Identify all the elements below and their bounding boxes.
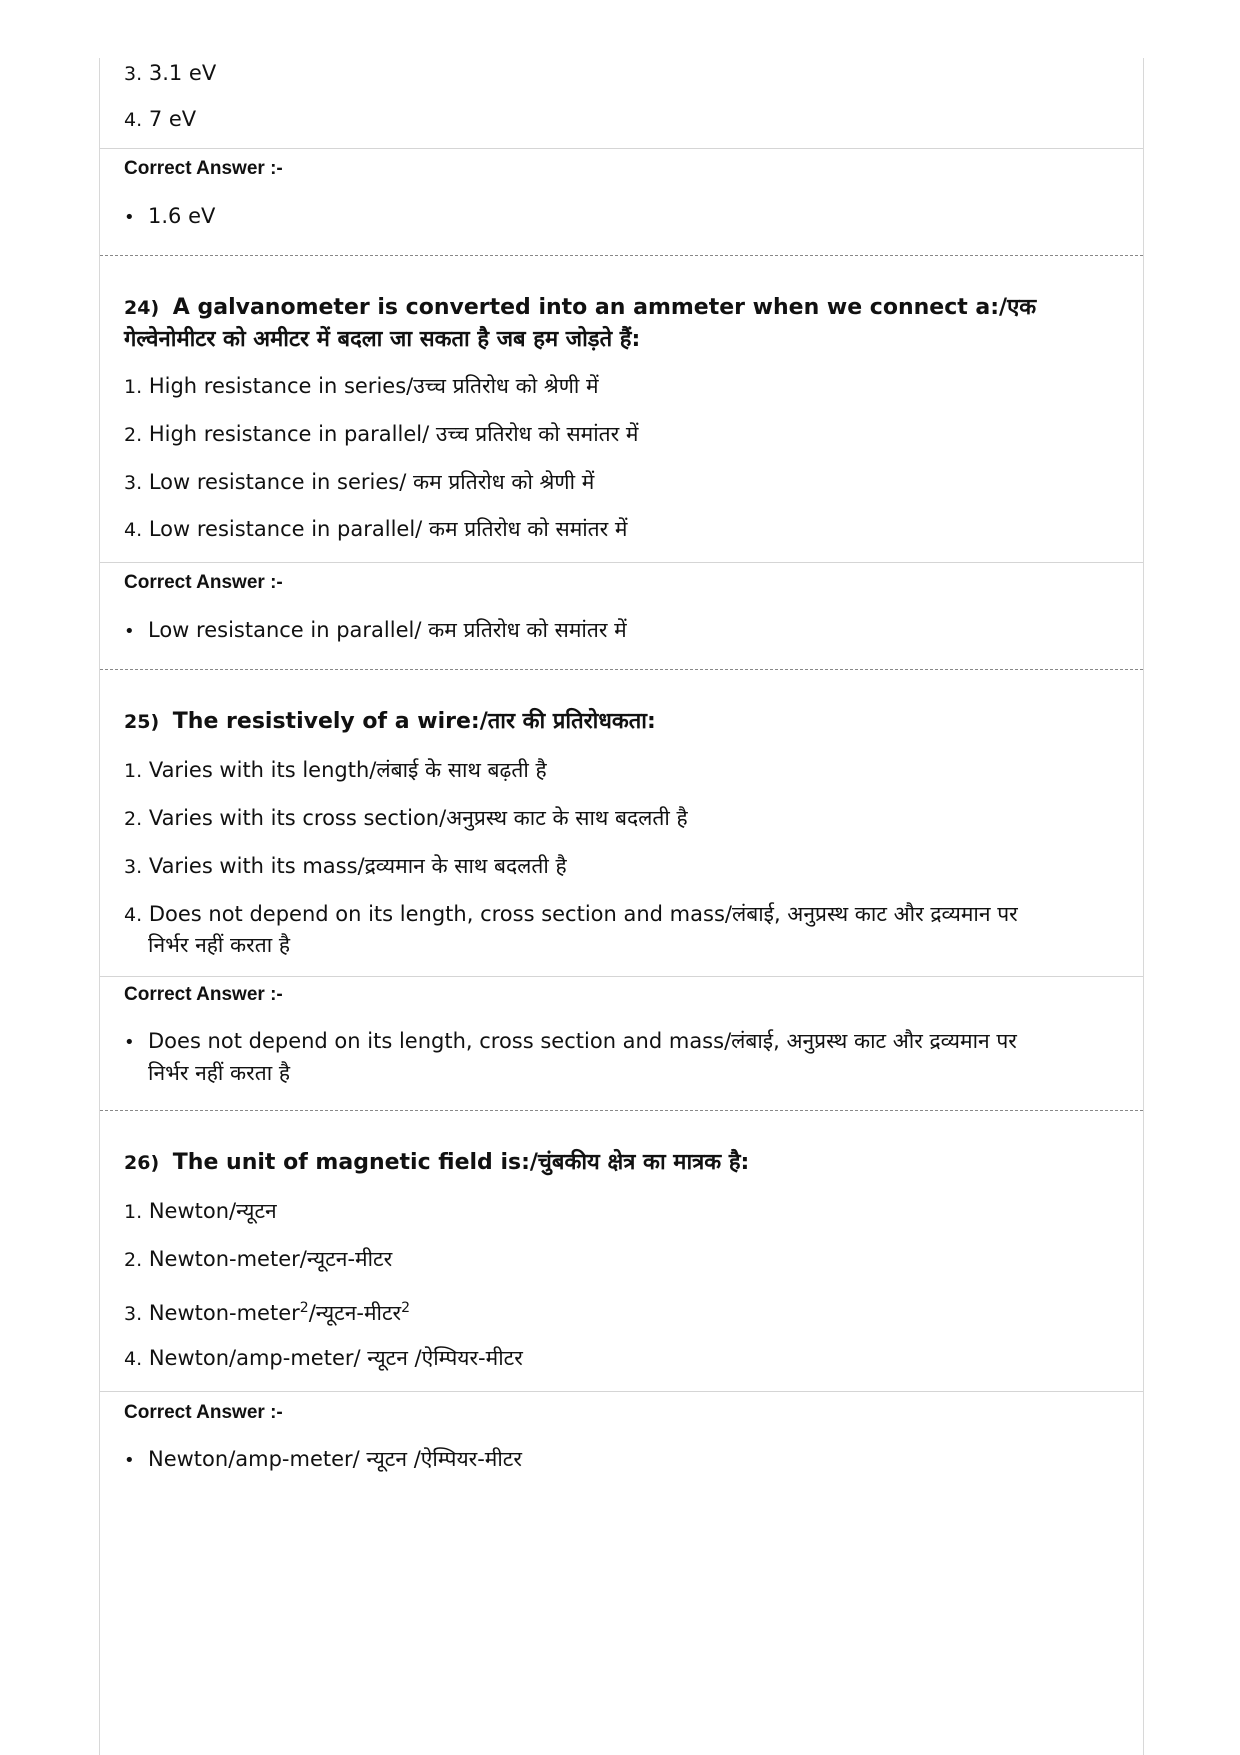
correct-answer — [124, 201, 215, 233]
superscript: 2 — [401, 1300, 411, 1316]
option-number: 4. — [124, 519, 143, 541]
answer-text: Does not depend on its length, cross section and mass/लंबाई, अनुप्रस्थ काट और द्रव्यमान पर — [148, 1029, 1017, 1053]
divider — [100, 976, 1143, 977]
bullet-icon: • — [124, 1450, 135, 1471]
question-divider — [100, 1110, 1143, 1111]
option-number: 3. — [124, 856, 143, 878]
option-text: 3.1 eV — [148, 61, 217, 85]
option-4 — [124, 104, 196, 135]
answer-text: Newton/amp-meter/ न्यूटन /ऐम्पियर-मीटर — [148, 1447, 522, 1471]
option-2 — [124, 419, 638, 450]
option-1 — [124, 371, 599, 402]
divider — [100, 148, 1143, 149]
divider — [100, 1391, 1143, 1392]
option-2 — [124, 1244, 392, 1275]
correct-answer-label: Correct Answer :- — [124, 984, 283, 1005]
answer-text: 1.6 eV — [148, 204, 216, 228]
option-text: Newton-meter/न्यूटन-मीटर — [148, 1247, 393, 1271]
option-3 — [124, 851, 567, 882]
option-text: Newton/amp-meter/ न्यूटन /ऐम्पियर-मीटर — [148, 1346, 523, 1370]
question-divider — [100, 255, 1143, 256]
option-number: 4. — [124, 904, 143, 926]
question-text-line1: A galvanometer is converted into an ammeter when we connect a:/एक — [172, 295, 1037, 320]
option-number: 1. — [124, 1201, 143, 1223]
option-number: 3. — [124, 63, 143, 85]
correct-answer-label: Correct Answer :- — [124, 572, 283, 593]
question-24 — [124, 292, 1124, 356]
answer-text-continued: निर्भर नहीं करता है — [148, 1061, 290, 1085]
option-text: /न्यूटन-मीटर — [308, 1301, 402, 1325]
superscript: 2 — [299, 1300, 309, 1316]
correct-answer-label: Correct Answer :- — [124, 1402, 283, 1423]
option-number: 1. — [124, 760, 143, 782]
option-text: Varies with its mass/द्रव्यमान के साथ बदलती है — [148, 854, 567, 878]
option-text: Low resistance in series/ कम प्रतिरोध को श्रेणी में — [148, 470, 595, 494]
option-2 — [124, 803, 688, 834]
option-text: Varies with its cross section/अनुप्रस्थ काट के साथ बदलती है — [148, 806, 688, 830]
option-3 — [124, 1293, 410, 1329]
option-3 — [124, 58, 216, 89]
option-text: Low resistance in parallel/ कम प्रतिरोध को समांतर में — [148, 517, 628, 541]
option-4 — [124, 1343, 523, 1374]
correct-answer — [124, 1026, 1017, 1088]
bullet-icon: • — [124, 1032, 135, 1053]
option-number: 3. — [124, 1303, 143, 1325]
answer-text: Low resistance in parallel/ कम प्रतिरोध को समांतर में — [148, 618, 627, 642]
option-text: Newton-meter — [148, 1301, 300, 1325]
option-number: 4. — [124, 109, 143, 131]
option-4 — [124, 514, 627, 545]
option-number: 2. — [124, 1249, 143, 1271]
question-number: 25) — [124, 711, 160, 733]
question-number: 24) — [124, 297, 160, 319]
option-text: High resistance in parallel/ उच्च प्रतिरोध को समांतर में — [148, 422, 639, 446]
correct-answer — [124, 615, 627, 647]
question-25 — [124, 706, 1124, 738]
option-4 — [124, 899, 1018, 960]
option-3 — [124, 467, 594, 498]
correct-answer — [124, 1444, 522, 1476]
question-divider — [100, 669, 1143, 670]
option-number: 2. — [124, 808, 143, 830]
question-26 — [124, 1147, 1124, 1179]
option-number: 4. — [124, 1348, 143, 1370]
option-text: Varies with its length/लंबाई के साथ बढ़ती है — [148, 758, 547, 782]
option-text: 7 eV — [148, 107, 197, 131]
option-text: High resistance in series/उच्च प्रतिरोध को श्रेणी में — [148, 374, 599, 398]
question-text-line1: The resistively of a wire:/तार की प्रतिरोधकता: — [172, 709, 656, 734]
question-paper-page — [99, 58, 1144, 1755]
option-text: Newton/न्यूटन — [148, 1199, 277, 1223]
option-text: Does not depend on its length, cross section and mass/लंबाई, अनुप्रस्थ काट और द्रव्यमान पर — [148, 902, 1018, 926]
option-text-continued: निर्भर नहीं करता है — [148, 933, 290, 957]
option-number: 1. — [124, 376, 143, 398]
question-text-line2: गेल्वेनोमीटर को अमीटर में बदला जा सकता है जब हम जोड़ते हैं: — [124, 327, 641, 352]
question-text-line1: The unit of magnetic field is:/चुंबकीय क्षेत्र का मात्रक है: — [172, 1150, 750, 1175]
question-number: 26) — [124, 1152, 160, 1174]
option-1 — [124, 1196, 277, 1227]
bullet-icon: • — [124, 207, 135, 228]
option-number: 3. — [124, 472, 143, 494]
option-1 — [124, 755, 547, 786]
divider — [100, 562, 1143, 563]
correct-answer-label: Correct Answer :- — [124, 158, 283, 179]
option-number: 2. — [124, 424, 143, 446]
bullet-icon: • — [124, 621, 135, 642]
